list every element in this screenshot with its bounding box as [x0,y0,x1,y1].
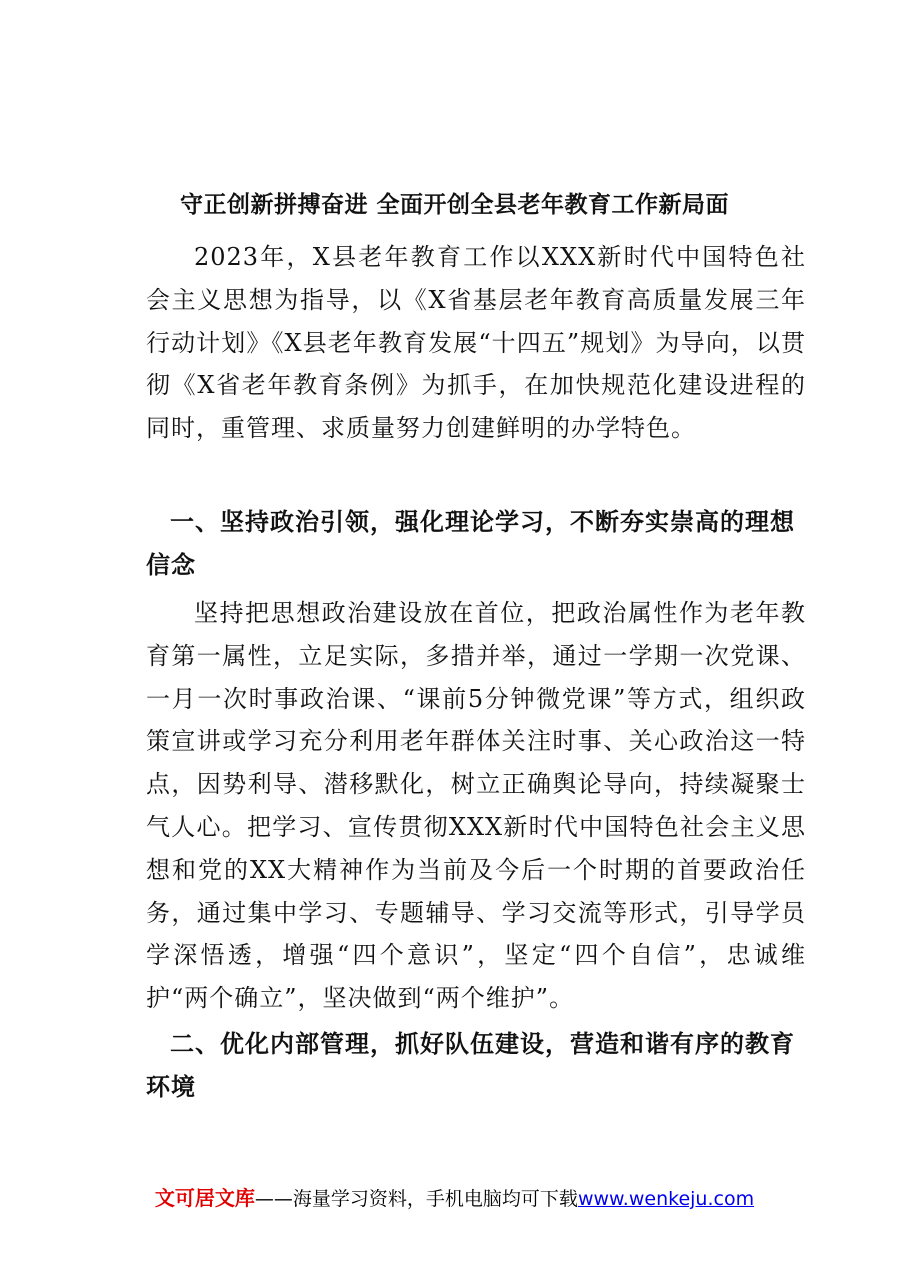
document-title: 守正创新拼搏奋进 全面开创全县老年教育工作新局面 [179,191,729,218]
intro-paragraph: 2023年，X县老年教育工作以XXX新时代中国特色社会主义思想为指导，以《X省基层老年教育高质量发展三年行动计划》《X县老年教育发展“十四五”规划》为导向，以贯彻《X省老年教育条例》为抓手，在加快规范化建设进程的同时，重管理、求质量努力创建鲜明的办学特色。 [146,243,806,443]
footer-slogan: ——海量学习资料，手机电脑均可下载 [254,1188,578,1210]
footer-banner [0,1182,909,1211]
footer-link[interactable]: www.wenkeju.com [577,1188,755,1210]
section-1-paragraph: 坚持把思想政治建设放在首位，把政治属性作为老年教育第一属性，立足实际，多措并举，通过一学期一次党课、一月一次时事政治课、“课前5分钟微党课”等方式，组织政策宣讲或学习充分利用老年群体关注时事、关心政治这一特点，因势利导、潜移默化，树立正确舆论导向，持续凝聚士气人心。把学习、宣传贯彻XXX新时代中国特色社会主义思想和党的XX大精神作为当前及今后一个时期的首要政治任务，通过集中学习、专题辅导、学习交流等形式，引导学员学深悟透，增强“四个意识”，坚定“四个自信”，忠诚维护“两个确立”，坚决做到“两个维护”。 [146,599,806,1013]
footer-brand: 文可居文库 [154,1186,255,1210]
section-2-heading: 二、优化内部管理，抓好队伍建设，营造和谐有序的教育环境 [146,1030,795,1101]
section-1-heading: 一、坚持政治引领，强化理论学习，不断夯实崇高的理想信念 [146,508,795,579]
